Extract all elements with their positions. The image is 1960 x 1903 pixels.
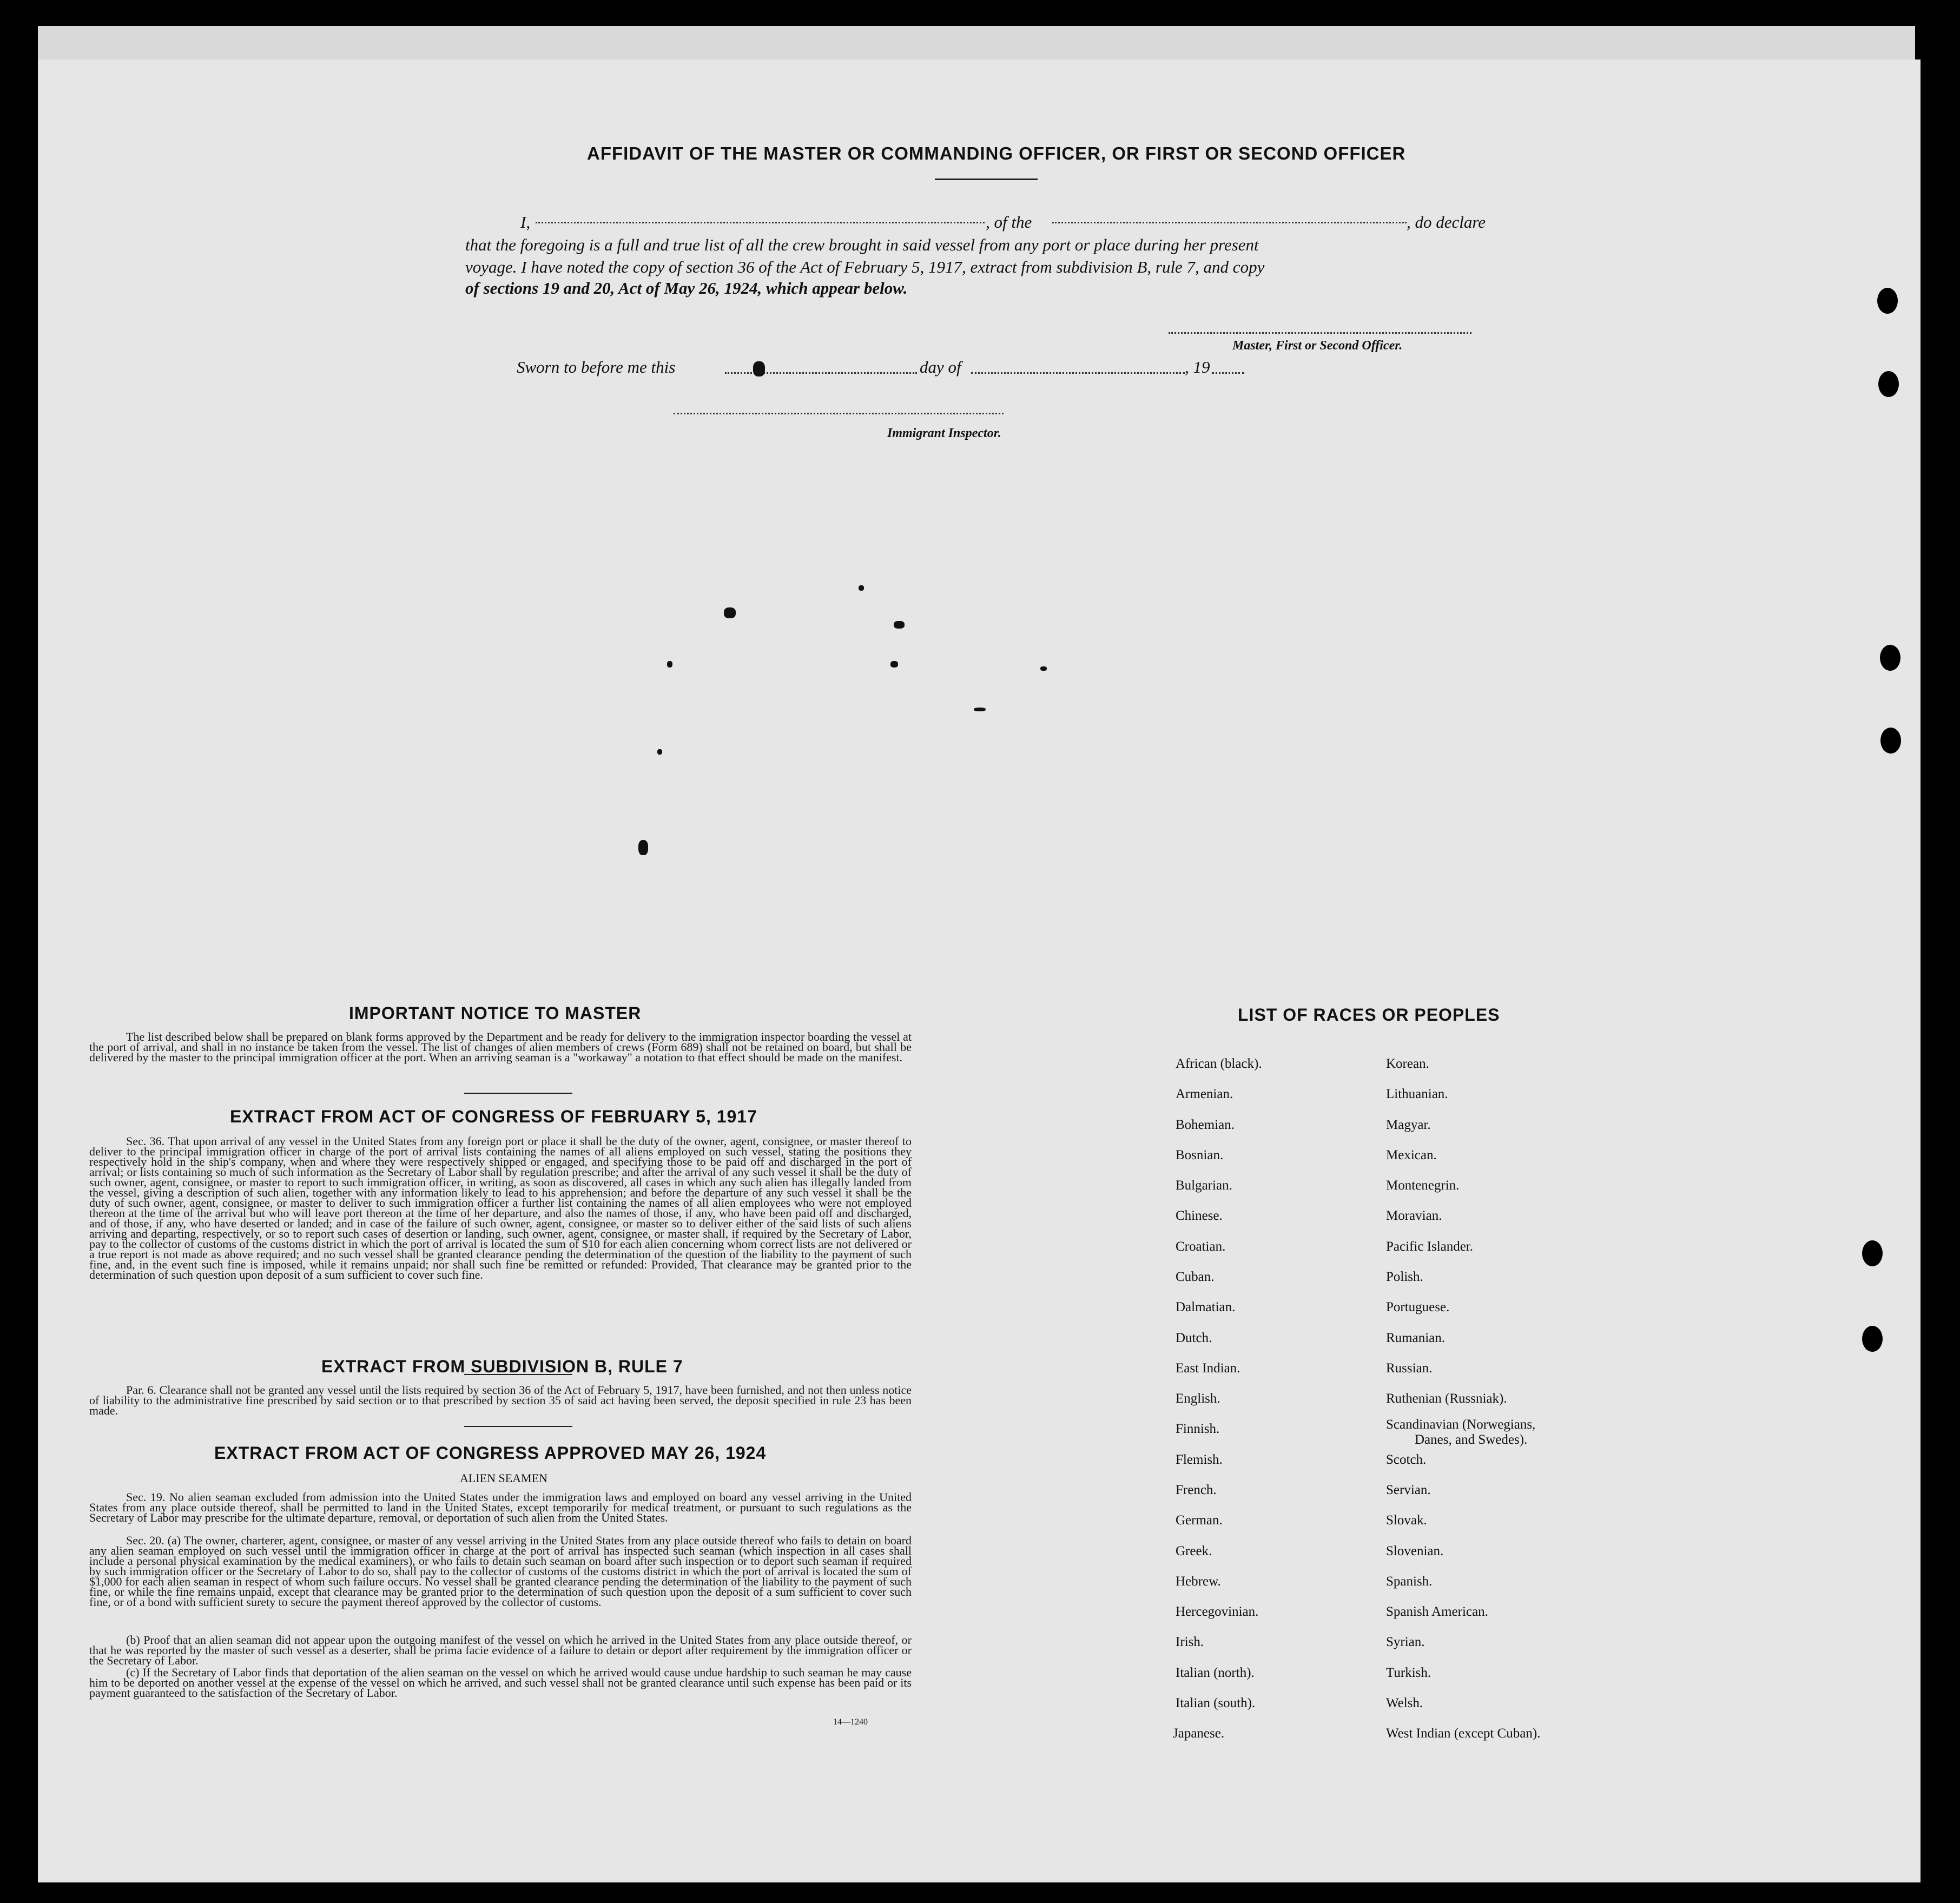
ink-spot [657,749,662,755]
ink-spot [667,661,672,668]
race-item: Spanish. [1386,1574,1433,1589]
affidavit-body-1: that the foregoing is a full and true list of all the crew brought in said vessel from any port or place during her present [465,235,1259,254]
race-item: Servian. [1386,1483,1431,1497]
of-the-label: , of the [986,213,1032,232]
race-item: Scandinavian (Norwegians, [1386,1417,1536,1432]
ink-spot [724,607,736,618]
race-item: Magyar. [1386,1118,1431,1132]
races-title: LIST OF RACES OR PEOPLES [1238,1005,1500,1025]
sworn-label: Sworn to before me this [517,358,676,376]
extract3-sec20a: Sec. 20. (a) The owner, charterer, agent, consignee, or master of any vessel arriving in the United States from any place outside thereof who fails to detain on board any alien seaman employed on such vessel until the immigration officer in charge at the port of arrival has inspected such seaman (which inspection in all cases shall include a personal physical examination by the medical examiners), or who fails to detain such seaman on board after such inspection or to deport such seaman if required by such immigration officer or the Secretary of Labor to do so, shall pay to the collector of customs of the customs district in which the port of arrival is located the sum of $1,000 for each alien seaman in respect of whom such failure occurs. No vessel shall be granted clearance pending the determination of the liability to the payment of such fine, or while the fine remains unpaid, except that clearance may be granted prior to the determination of such question upon the deposit of a sum sufficient to cover such fine, or of a bond with sufficient surety to secure the payment thereof approved by the collector of customs. [89,1534,912,1609]
ink-spot [974,708,986,711]
race-item: Moravian. [1386,1208,1442,1223]
extract3-sec20b: (b) Proof that an alien seaman did not appear upon the outgoing manifest of the vessel on which he arrived in the United States from any place outside thereof, or that he was reported by the master of such vessel as a deserter, shall be prima facie evidence of a failure to detain or deport after requirement by the immigration officer or the Secretary of Labor. [89,1633,912,1667]
punch-hole [1862,1326,1883,1352]
race-item: English. [1176,1391,1220,1406]
race-item: West Indian (except Cuban). [1386,1726,1541,1741]
extract2-title: EXTRACT FROM SUBDIVISION B, RULE 7 [321,1357,683,1376]
race-item: Ruthenian (Russniak). [1386,1391,1507,1406]
race-item: Montenegrin. [1386,1178,1460,1193]
ink-spot [894,621,905,629]
notice-title: IMPORTANT NOTICE TO MASTER [349,1003,642,1023]
extract2-text: Par. 6. Clearance shall not be granted any vessel until the lists required by section 36 of the Act of February 5, 1917, have been furnished, and not then unless notice of liability to the administrative fine prescribed by said section or to that prescribed by section 35 of said act having been served, the deposit specified in rule 23 has been made. [89,1383,912,1417]
ink-spot [638,840,648,855]
race-item: Bosnian. [1176,1148,1224,1162]
document-page [38,60,1921,1882]
race-item: Russian. [1386,1361,1433,1376]
race-item: Slovenian. [1386,1544,1444,1558]
race-item: French. [1176,1483,1217,1497]
ink-spot [1040,666,1047,671]
do-declare-label: , do declare [1407,213,1486,232]
race-item: Dalmatian. [1176,1300,1236,1314]
day-of-label: day of [920,358,961,376]
race-item: Rumanian. [1386,1331,1446,1345]
race-item: Flemish. [1176,1452,1223,1467]
race-item: Croatian. [1176,1239,1226,1254]
inspector-caption: Immigrant Inspector. [887,426,1001,440]
race-item: Spanish American. [1386,1604,1488,1619]
race-item: Korean. [1386,1056,1429,1071]
punch-hole [1880,728,1901,754]
extract3-sec20c: (c) If the Secretary of Labor finds that deportation of the alien seaman on the vessel on which he arrived would cause undue hardship to such seaman he may cause him to be deported on another vessel at the expense of the vessel on which he arrived, and such vessel shall not be granted clearance until such expense has been paid or its payment guaranteed to the satisfaction of the Secretary of Labor. [89,1666,912,1700]
race-item: Portuguese. [1386,1300,1450,1314]
race-item: Chinese. [1176,1208,1223,1223]
notice-rule [464,1093,572,1094]
form-number: 14—1240 [833,1717,868,1727]
race-item: Greek. [1176,1544,1212,1558]
race-item: Polish. [1386,1270,1423,1284]
race-item-continuation: Danes, and Swedes). [1415,1432,1528,1447]
title-rule [935,179,1038,180]
affidavit-body-3: of sections 19 and 20, Act of May 26, 1924, which appear below. [465,279,908,298]
affidavit-body-2: voyage. I have noted the copy of section 36 of the Act of February 5, 1917, extract from subdivision B, rule 7, and copy [465,257,1265,276]
punch-hole [1878,371,1899,397]
race-item: Mexican. [1386,1148,1437,1162]
race-item: Welsh. [1386,1696,1423,1710]
ink-spot [890,661,898,668]
race-item: Hercegovinian. [1176,1604,1259,1619]
ink-spot [753,361,765,376]
race-item: Irish. [1176,1635,1204,1649]
race-item: Armenian. [1176,1087,1233,1101]
race-item: Turkish. [1386,1666,1431,1680]
vessel-field[interactable] [1052,222,1407,223]
race-item: German. [1176,1513,1223,1528]
name-field[interactable] [536,222,985,223]
ink-spot [859,585,864,591]
race-item: Japanese. [1173,1726,1225,1741]
extract3-subtitle: ALIEN SEAMEN [460,1471,547,1485]
race-item: Italian (south). [1176,1696,1256,1710]
race-item: Pacific Islander. [1386,1239,1474,1254]
race-item: Cuban. [1176,1270,1215,1284]
punch-hole [1880,645,1900,671]
race-item: African (black). [1176,1056,1262,1071]
race-item: Scotch. [1386,1452,1427,1467]
extract1-title: EXTRACT FROM ACT OF CONGRESS OF FEBRUARY 5, 1917 [230,1107,757,1126]
race-item: Dutch. [1176,1331,1212,1345]
sworn-month-field[interactable] [971,372,1185,374]
extract3-sec19: Sec. 19. No alien seaman excluded from admission into the United States under the immigration laws and employed on board any vessel arriving in the United States from any place outside thereof, shall be permitted to land in the United States, except temporarily for medical treatment, or pursuant to such regulations as the Secretary of Labor may prescribe for the ultimate departure, removal, or deportation of such alien from the United States. [89,1490,912,1524]
punch-hole [1877,288,1898,314]
race-item: Finnish. [1176,1422,1220,1436]
race-item: Slovak. [1386,1513,1427,1528]
master-caption: Master, First or Second Officer. [1232,339,1403,353]
race-item: Italian (north). [1176,1666,1255,1680]
race-item: Hebrew. [1176,1574,1221,1589]
race-item: Lithuanian. [1386,1087,1448,1101]
race-item: Bulgarian. [1176,1178,1232,1193]
extract3-title: EXTRACT FROM ACT OF CONGRESS APPROVED MAY 26, 1924 [214,1443,767,1463]
year-prefix: , 19 [1185,358,1210,376]
i-label: I, [520,213,531,232]
sworn-year-field[interactable] [1212,372,1244,374]
extract1-text: Sec. 36. That upon arrival of any vessel in the United States from any foreign port or place it shall be the duty of the owner, agent, consignee, or master thereof to deliver to the principal immigration officer in charge of the port of arrival lists containing the names of all aliens employed on such vessel, stating the positions they respectively hold in the ship's company, when and where they were respectively shipped or engaged, and specifying those to be paid off and discharged in the port of arrival; or lists containing so much of such information as the Secretary of Labor shall by regulation prescribe; and after the arrival of any such vessel it shall be the duty of such owner, agent, consignee, or master to report to such immigration officer, in writing, as soon as discovered, all cases in which any such alien has illegally landed from the vessel, giving a description of such alien, together with any information likely to lead to his apprehension; and before the departure of any such vessel it shall be the duty of such owner, agent, consignee, or master to deliver to such immigration officer a further list containing the names of all alien employees who were not employed thereon at the time of the arrival but who will leave port thereon at the time of her departure, and also the names of those, if any, who have been paid off and discharged, and of those, if any, who have deserted or landed; and in case of the failure of such owner, agent, consignee, or master so to deliver either of the said lists of such aliens arriving and departing, respectively, or so to report such cases of desertion or landing, such owner, agent, consignee, or master shall, if required by the Secretary of Labor, pay to the collector of customs of the customs district in which the port of arrival is located the sum of $10 for each alien concerning whom correct lists are not delivered or a true report is not made as above required; and no such vessel shall be granted clearance pending the determination of the question of the liability to the payment of such fine, and, in the event such fine is imposed, while it remains unpaid; nor shall such fine be remitted or refunded: Provided, That clearance may be granted prior to the determination of such question upon deposit of a sum sufficient to cover such fine. [89,1134,912,1281]
extract2-rule [464,1426,572,1427]
race-item: East Indian. [1176,1361,1240,1376]
affidavit-title: AFFIDAVIT OF THE MASTER OR COMMANDING OFFICER, OR FIRST OR SECOND OFFICER [587,143,1406,163]
inspector-signature-field[interactable] [674,413,1004,414]
punch-hole [1862,1240,1883,1266]
race-item: Bohemian. [1176,1118,1235,1132]
master-signature-field[interactable] [1169,332,1471,334]
notice-text: The list described below shall be prepared on blank forms approved by the Department and be ready for delivery to the immigration inspector boarding the vessel at the port of arrival, and shall in no instance be taken from the vessel. The list of changes of alien members of crews (Form 689) shall not be retained on board, but shall be delivered by the master to the principal immigration officer at the port. When an arriving seaman is a "workaway" a notation to that effect should be made on the manifest. [89,1030,912,1064]
race-item: Syrian. [1386,1635,1425,1649]
